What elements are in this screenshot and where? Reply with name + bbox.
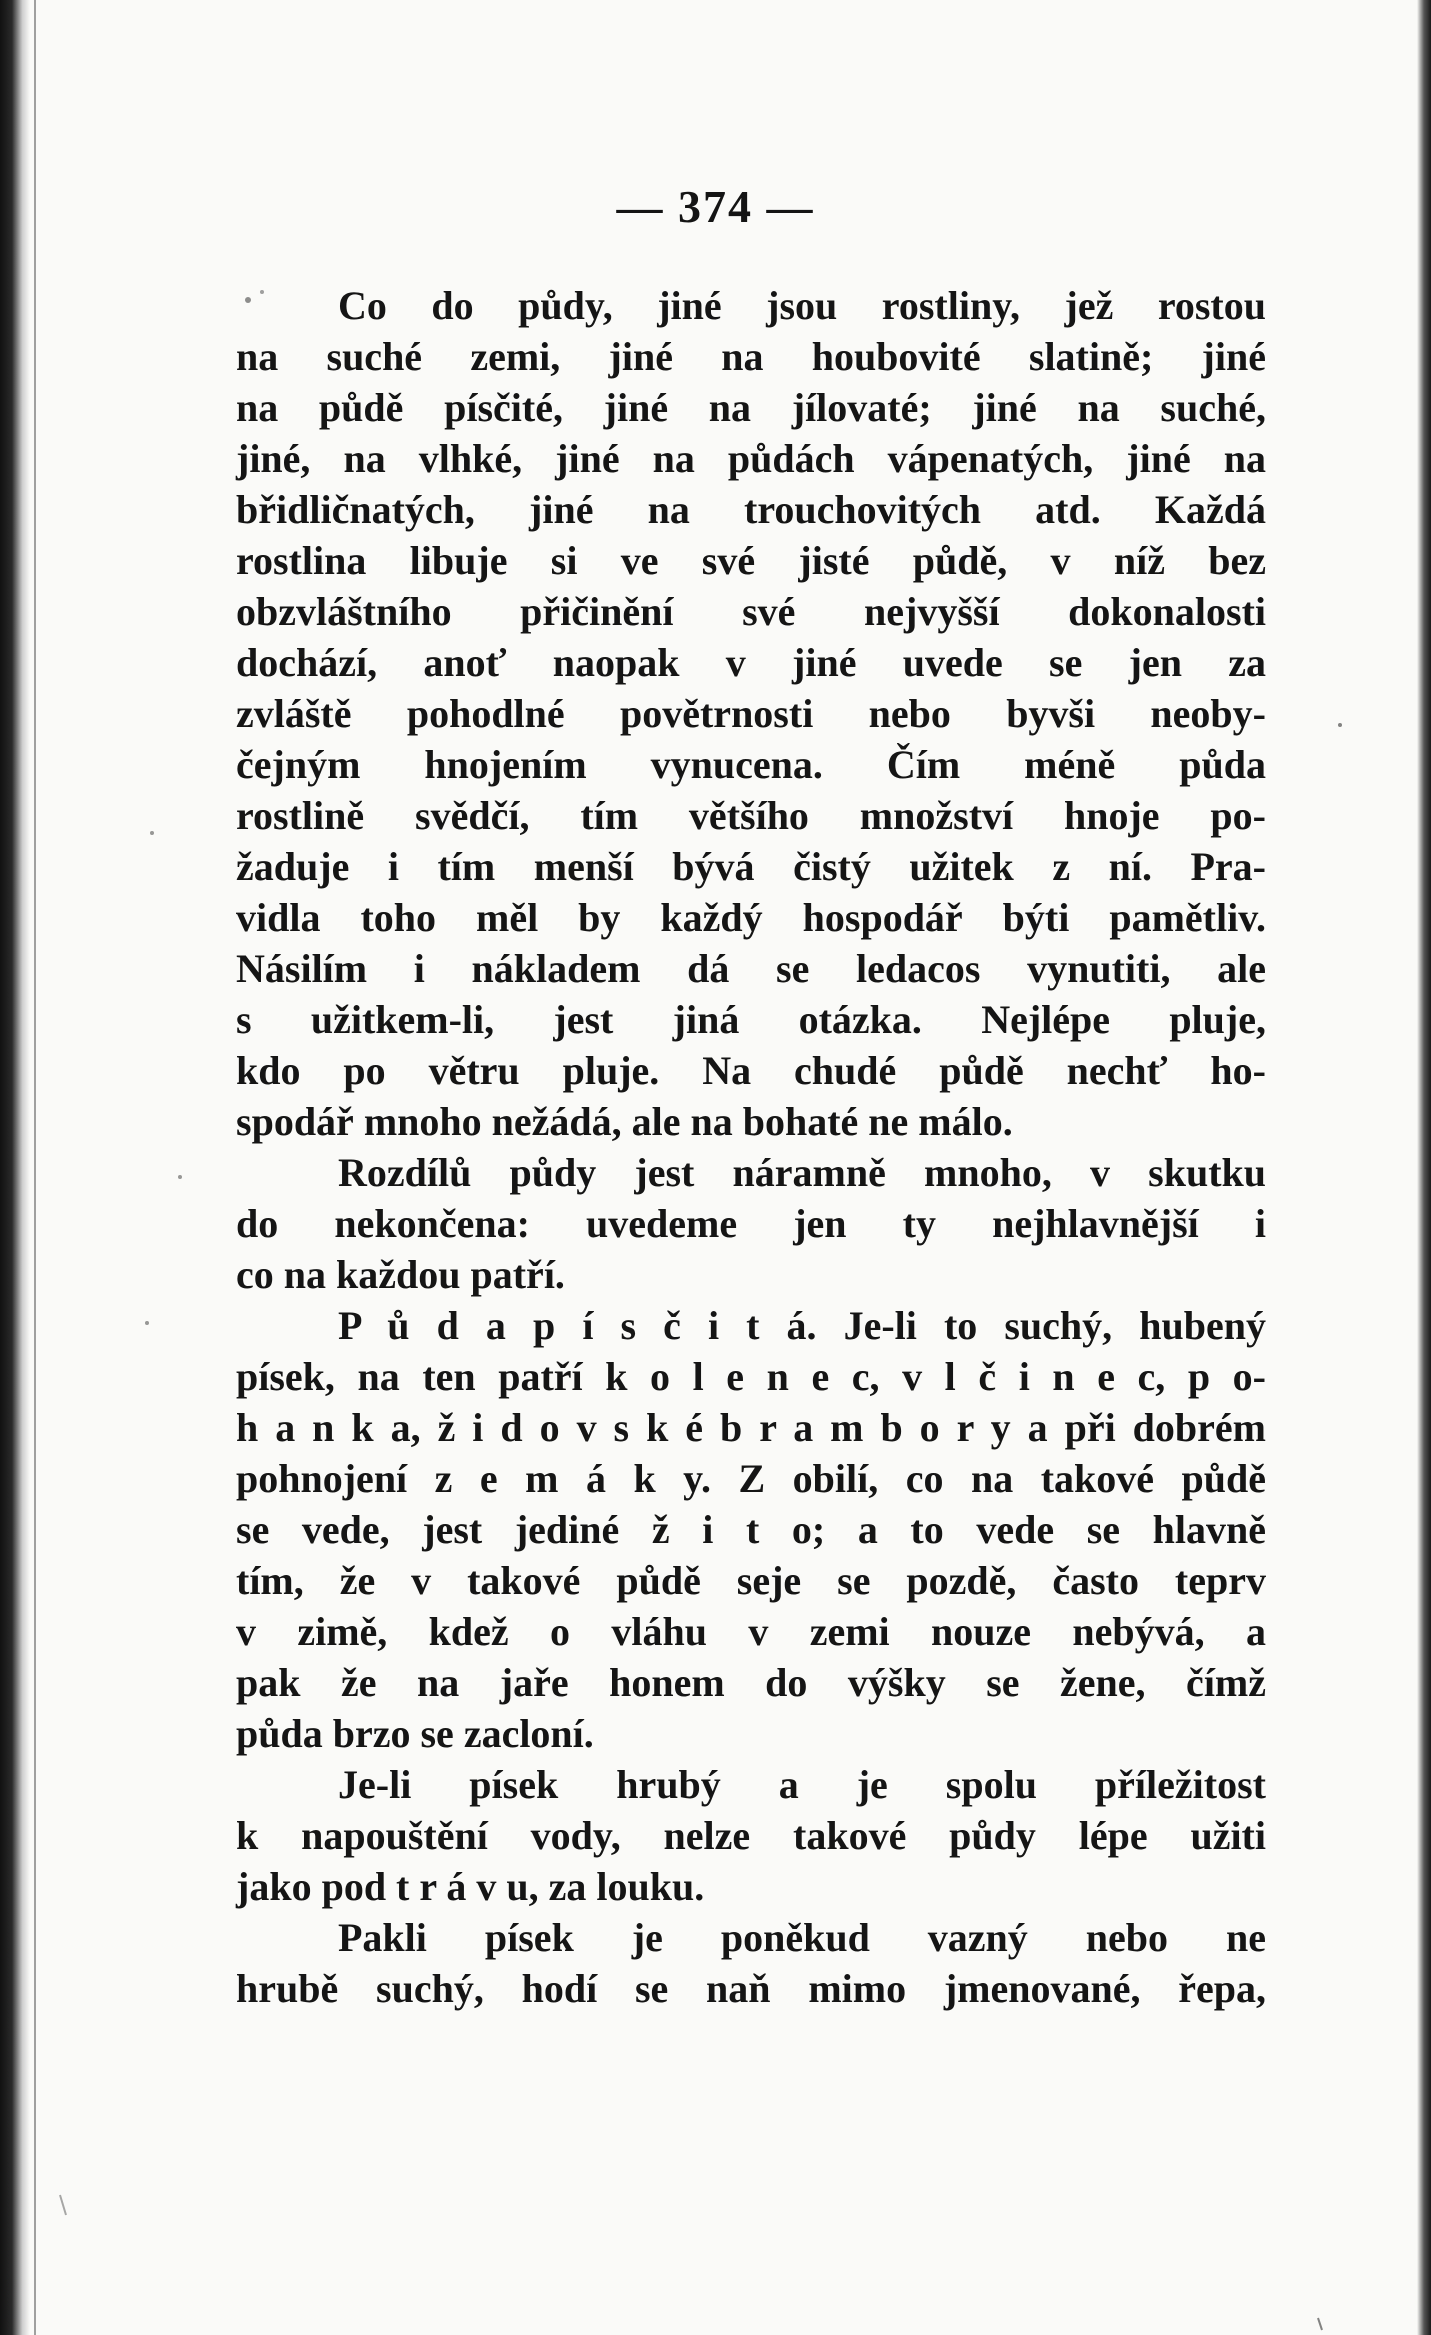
text-line: pohnojení z e m á k y. Z obilí, co na takové půdě	[236, 1456, 1266, 1501]
text-line: pak že na jaře honem do výšky se žene, čímž	[236, 1660, 1266, 1705]
page-edge-shadow	[1417, 0, 1431, 2335]
text-line: k napouštění vody, nelze takové půdy lépe užiti	[236, 1813, 1266, 1858]
text-line: Co do půdy, jiné jsou rostliny, jež rostou	[338, 283, 1266, 328]
text-line: břidličnatých, jiné na trouchovitých atd. Každá	[236, 487, 1266, 532]
text-line: Rozdílů půdy jest náramně mnoho, v skutku	[338, 1150, 1266, 1195]
text-line: rostlina libuje si ve své jisté půdě, v níž bez	[236, 538, 1266, 583]
text-line: na půdě písčité, jiné na jílovaté; jiné na suché,	[236, 385, 1266, 430]
body-text	[236, 280, 1266, 2014]
text-line: do nekončena: uvedeme jen ty nejhlavnější i	[236, 1201, 1266, 1246]
text-line: v zimě, kdež o vláhu v zemi nouze nebývá, a	[236, 1609, 1266, 1654]
text-line: s užitkem-li, jest jiná otázka. Nejlépe pluje,	[236, 997, 1266, 1042]
text-line: hrubě suchý, hodí se naň mimo jmenované, řepa,	[236, 1966, 1266, 2011]
text-line: Pakli písek je poněkud vazný nebo ne	[338, 1915, 1266, 1960]
text-line: zvláště pohodlné povětrnosti nebo byvši neoby-	[236, 691, 1266, 736]
text-line: obzvláštního přičinění své nejvyšší dokonalosti	[236, 589, 1266, 634]
text-line: jiné, na vlhké, jiné na půdách vápenatých, jiné na	[236, 436, 1266, 481]
text-line: jako pod t r á v u, za louku.	[236, 1864, 705, 1909]
text-line: co na každou patří.	[236, 1252, 565, 1297]
page-binding-shadow	[0, 0, 30, 2335]
text-line: na suché zemi, jiné na houbovité slatině; jiné	[236, 334, 1266, 379]
text-line: rostlině svědčí, tím většího množství hnoje po-	[236, 793, 1266, 838]
text-line: Je-li písek hrubý a je spolu příležitost	[338, 1762, 1266, 1807]
text-line: h a n k a, ž i d o v s k é b r a m b o r y a při dobrém	[236, 1405, 1266, 1450]
text-line: kdo po větru pluje. Na chudé půdě nechť ho-	[236, 1048, 1266, 1093]
text-line: se vede, jest jediné ž i t o; a to vede se hlavně	[236, 1507, 1266, 1552]
text-line: písek, na ten patří k o l e n e c, v l č i n e c, p o-	[236, 1354, 1266, 1399]
text-line: čejným hnojením vynucena. Čím méně půda	[236, 742, 1266, 787]
text-line: půda brzo se zacloní.	[236, 1711, 594, 1756]
text-line: žaduje i tím menší bývá čistý užitek z ní. Pra-	[236, 844, 1266, 889]
text-line: P ů d a p í s č i t á. Je-li to suchý, hubený	[338, 1303, 1266, 1348]
page-gutter-line	[34, 0, 36, 2335]
text-line: spodář mnoho nežádá, ale na bohaté ne málo.	[236, 1099, 1013, 1144]
text-line: Násilím i nákladem dá se ledacos vynutiti, ale	[236, 946, 1266, 991]
page-number-header: — 374 —	[616, 181, 815, 232]
text-line: dochází, anoť naopak v jiné uvede se jen za	[236, 640, 1266, 685]
text-line: vidla toho měl by každý hospodář býti pamětliv.	[236, 895, 1266, 940]
text-line: tím, že v takové půdě seje se pozdě, často teprv	[236, 1558, 1266, 1603]
